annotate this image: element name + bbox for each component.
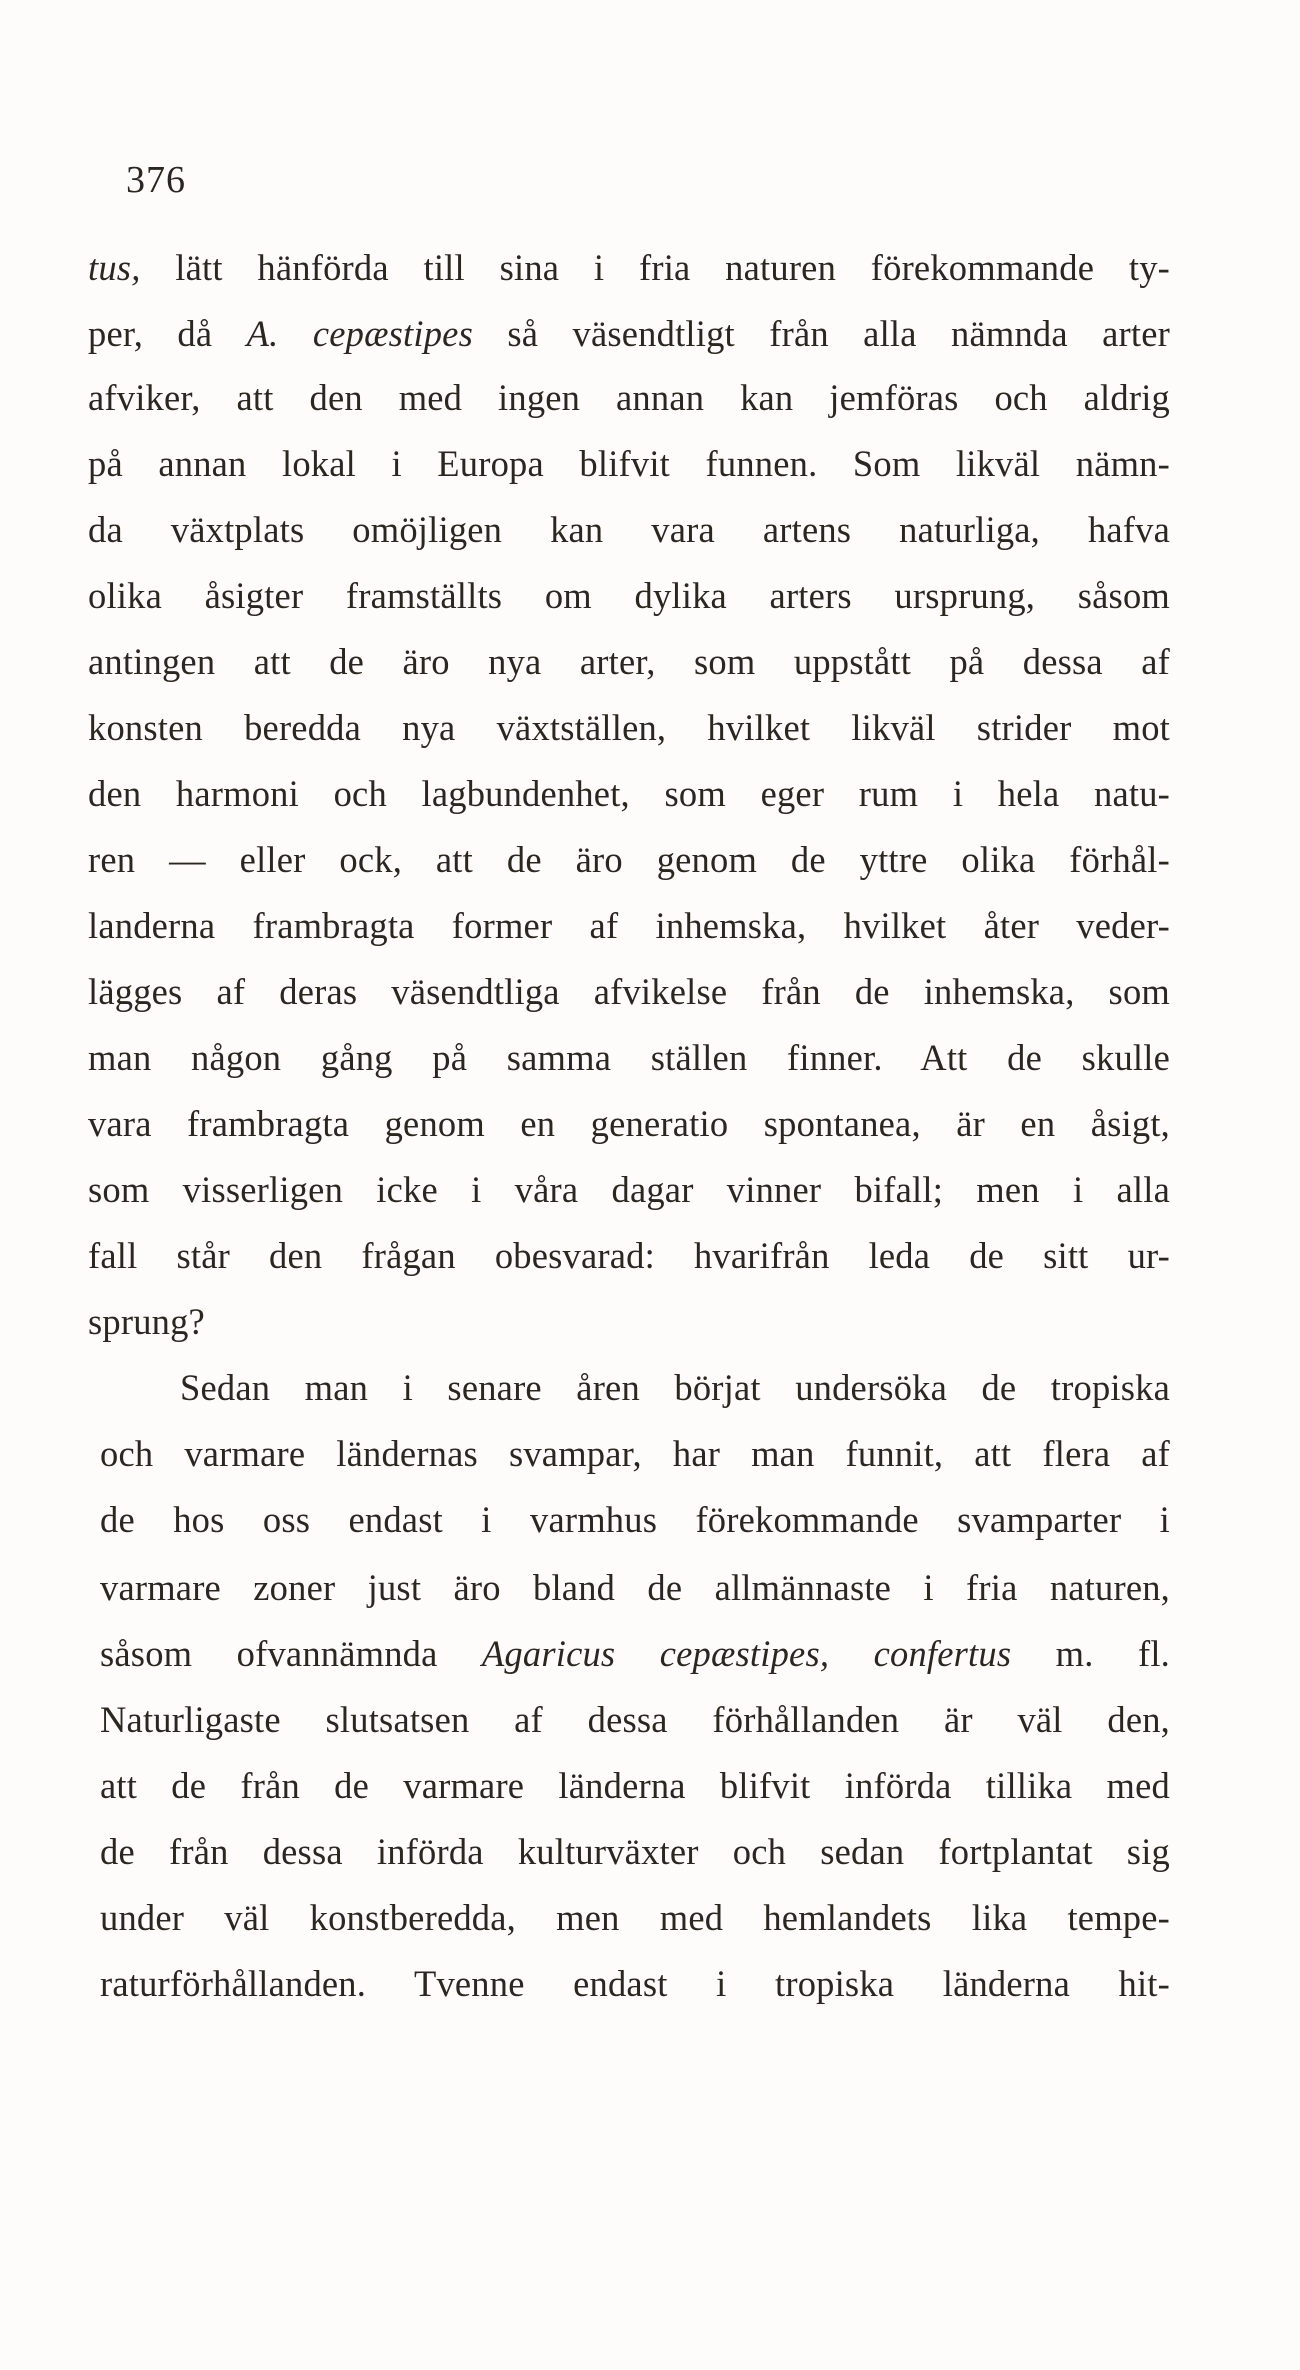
text-line: [88, 247, 1170, 288]
text-span: afviker, att den med ingen annan kan jemföras och aldrig: [88, 377, 1170, 418]
text-span: såsom ofvannämnda: [100, 1633, 482, 1674]
text-line: [88, 575, 1170, 616]
text-line: [88, 1103, 1170, 1144]
text-line: [180, 1367, 1170, 1408]
text-line: [100, 1831, 1170, 1872]
text-span: raturförhållanden. Tvenne endast i tropiska länderna hit-: [100, 1963, 1170, 2004]
text-span: lätt hänförda till sina i fria naturen förekommande ty-: [140, 247, 1170, 288]
text-span: sprung?: [88, 1301, 205, 1342]
text-span: man någon gång på samma ställen finner. Att de skulle: [88, 1037, 1170, 1078]
text-line: [100, 1897, 1170, 1938]
text-span: lägges af deras väsendtliga afvikelse från de inhemska, som: [88, 971, 1170, 1012]
text-span: och varmare ländernas svampar, har man funnit, att flera af: [100, 1433, 1170, 1474]
text-line: [100, 1499, 1170, 1540]
text-line: [88, 313, 1170, 354]
text-line: [88, 1037, 1170, 1078]
text-line: [88, 1301, 1170, 1342]
text-span: ren — eller ock, att de äro genom de yttre olika förhål-: [88, 839, 1170, 880]
text-line: [88, 377, 1170, 418]
text-span: de hos oss endast i varmhus förekommande svamparter i: [100, 1499, 1170, 1540]
italic-text: A. cepæstipes: [246, 313, 473, 354]
text-span: m. fl.: [1011, 1633, 1171, 1674]
text-line: [100, 1963, 1170, 2004]
text-span: da växtplats omöjligen kan vara artens naturliga, hafva: [88, 509, 1170, 550]
text-line: [88, 839, 1170, 880]
text-span: Sedan man i senare åren börjat undersöka de tropiska: [180, 1367, 1170, 1408]
text-span: som visserligen icke i våra dagar vinner bifall; men i alla: [88, 1169, 1170, 1210]
text-line: [88, 773, 1170, 814]
text-span: konsten beredda nya växtställen, hvilket likväl strider mot: [88, 707, 1170, 748]
text-line: [88, 509, 1170, 550]
text-line: [88, 905, 1170, 946]
text-line: [100, 1765, 1170, 1806]
text-span: Naturligaste slutsatsen af dessa förhållanden är väl den,: [100, 1699, 1170, 1740]
text-span: på annan lokal i Europa blifvit funnen. Som likväl nämn-: [88, 443, 1170, 484]
text-span: vara frambragta genom en generatio spontanea, är en åsigt,: [88, 1103, 1170, 1144]
text-span: att de från de varmare länderna blifvit införda tillika med: [100, 1765, 1170, 1806]
text-line: [100, 1633, 1171, 1674]
text-line: [88, 443, 1170, 484]
text-line: [100, 1567, 1170, 1608]
text-line: [88, 707, 1170, 748]
text-span: olika åsigter framställts om dylika arters ursprung, såsom: [88, 575, 1170, 616]
text-span: de från dessa införda kulturväxter och sedan fortplantat sig: [100, 1831, 1170, 1872]
text-span: så väsendtligt från alla nämnda arter: [472, 313, 1170, 354]
text-span: landerna frambragta former af inhemska, hvilket åter veder-: [88, 905, 1170, 946]
text-line: [88, 1169, 1170, 1210]
text-span: under väl konstberedda, men med hemlandets lika tempe-: [100, 1897, 1170, 1938]
text-line: [100, 1433, 1170, 1474]
page-number: 376: [126, 159, 186, 201]
text-line: [100, 1699, 1170, 1740]
italic-text: tus,: [88, 247, 141, 288]
text-line: [88, 971, 1170, 1012]
text-span: varmare zoner just äro bland de allmännaste i fria naturen,: [100, 1567, 1170, 1608]
text-span: per, då: [88, 313, 247, 354]
text-line: [88, 641, 1170, 682]
text-span: fall står den frågan obesvarad: hvarifrån leda de sitt ur-: [88, 1235, 1170, 1276]
text-span: den harmoni och lagbundenhet, som eger rum i hela natu-: [88, 773, 1170, 814]
text-line: [88, 1235, 1170, 1276]
text-span: antingen att de äro nya arter, som uppstått på dessa af: [88, 641, 1170, 682]
italic-text: Agaricus cepæstipes, confertus: [481, 1633, 1012, 1674]
